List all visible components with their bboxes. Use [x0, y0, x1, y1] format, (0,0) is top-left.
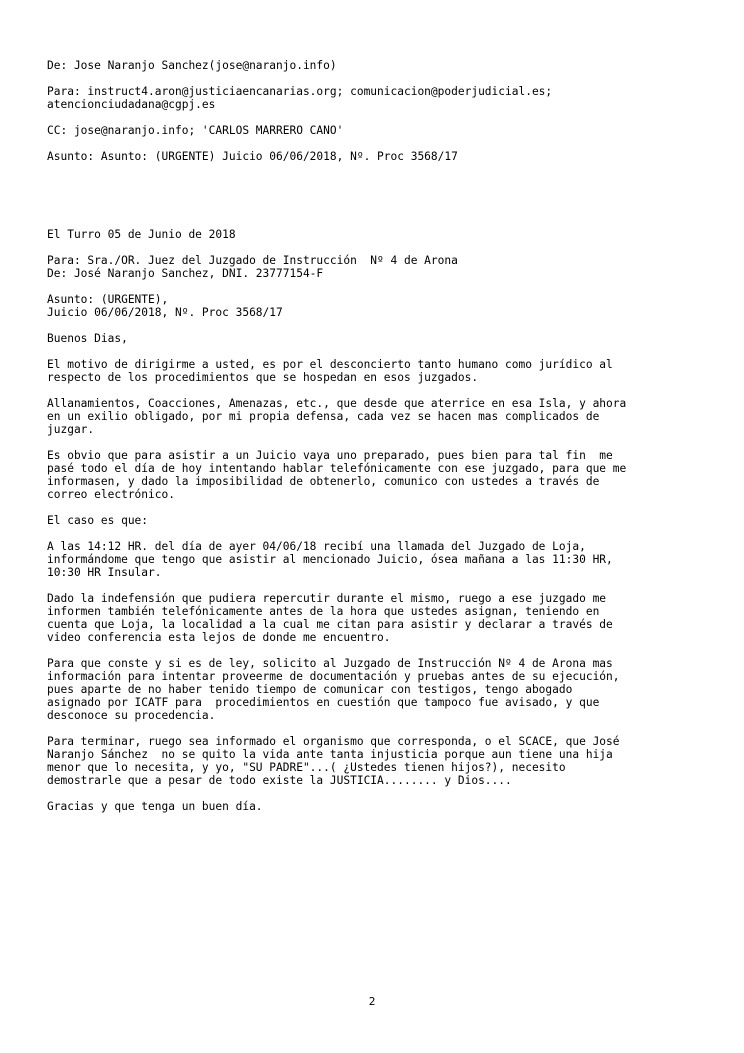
paragraph-line: video conferencia esta lejos de donde me encuentro. — [47, 631, 391, 644]
body-paragraph — [47, 397, 707, 436]
recipient-line: Para: Sra./OR. Juez del Juzgado de Instrucción Nº 4 de Arona — [47, 254, 458, 267]
letter-addressing — [47, 254, 707, 280]
letter-subject-line-1: Asunto: (URGENTE), — [47, 293, 169, 306]
paragraph-line: Allanamientos, Coacciones, Amenazas, etc., que desde que aterrice en esa Isla, y ahora — [47, 397, 627, 410]
paragraph-line: pues aparte de no haber tenido tiempo de comunicar con testigos, tengo abogado — [47, 683, 573, 696]
place-date-line: El Turro 05 de Junio de 2018 — [47, 228, 236, 241]
header-spacer — [47, 176, 707, 228]
body-paragraph — [47, 358, 707, 384]
paragraph-line: A las 14:12 HR. del día de ayer 04/06/18 recibí una llamada del Juzgado de Loja, — [47, 540, 586, 553]
to-line-2: atencionciudadana@cgpj.es — [47, 98, 216, 111]
email-header-from — [47, 59, 707, 72]
paragraph-line: respecto de los procedimientos que se hospedan en esos juzgados. — [47, 371, 479, 384]
paragraph-line: Para que conste y si es de ley, solicito al Juzgado de Instrucción Nº 4 de Arona mas — [47, 657, 613, 670]
letter-subject — [47, 293, 707, 319]
paragraph-line: Para terminar, ruego sea informado el organismo que corresponda, o el SCACE, que José — [47, 735, 620, 748]
email-header-to — [47, 85, 707, 111]
body-paragraph — [47, 449, 707, 501]
greeting-line: Buenos Dias, — [47, 332, 128, 345]
paragraph-line: Es obvio que para asistir a un Juicio vaya uno preparado, pues bien para tal fin me — [47, 449, 613, 462]
paragraph-line: correo electrónico. — [47, 488, 175, 501]
paragraph-line: juzgar. — [47, 423, 95, 436]
body-paragraph — [47, 735, 707, 787]
body-paragraph — [47, 592, 707, 644]
paragraph-line: demostrarle que a pesar de todo existe la JUSTICIA........ y Dios.... — [47, 774, 512, 787]
cc-line: CC: jose@naranjo.info; 'CARLOS MARRERO CANO' — [47, 124, 344, 137]
paragraph-line: El motivo de dirigirme a usted, es por el desconcierto tanto humano como jurídico al — [47, 358, 613, 371]
paragraph-line: informen también telefónicamente antes de la hora que ustedes asignan, teniendo en — [47, 605, 600, 618]
page-number: 2 — [368, 995, 376, 1008]
subject-line: Asunto: Asunto: (URGENTE) Juicio 06/06/2018, Nº. Proc 3568/17 — [47, 150, 458, 163]
email-header-cc — [47, 124, 707, 137]
letter-subject-line-2: Juicio 06/06/2018, Nº. Proc 3568/17 — [47, 306, 283, 319]
paragraph-line: Naranjo Sánchez no se quito la vida ante tanta injusticia porque aun tiene una hija — [47, 748, 613, 761]
paragraph-line: Dado la indefensión que pudiera repercutir durante el mismo, ruego a ese juzgado me — [47, 592, 607, 605]
to-line-1: Para: instruct4.aron@justiciaencanarias.org; comunicacion@poderjudicial.es; — [47, 85, 553, 98]
closing-line: Gracias y que tenga un buen día. — [47, 800, 263, 813]
body-paragraph — [47, 657, 707, 722]
paragraph-line: informasen, y dado la imposibilidad de obtenerlo, comunico con ustedes a través de — [47, 475, 600, 488]
paragraph-line: desconoce su procedencia. — [47, 709, 216, 722]
email-header-subject — [47, 150, 707, 163]
paragraph-line: menor que lo necesita, y yo, "SU PADRE"...( ¿Ustedes tienen hijos?), necesito — [47, 761, 566, 774]
letter-greeting — [47, 332, 707, 345]
paragraph-line: información para intentar proveerme de documentación y pruebas antes de su ejecución, — [47, 670, 620, 683]
paragraph-line: El caso es que: — [47, 514, 149, 527]
paragraph-line: cuenta que Loja, la localidad a la cual me citan para asistir y declarar a través de — [47, 618, 613, 631]
letter-closing — [47, 800, 707, 813]
paragraph-line: asignado por ICATF para procedimientos en cuestión que tampoco fue avisado, y que — [47, 696, 600, 709]
paragraph-line: informándome que tengo que asistir al mencionado Juicio, ósea mañana a las 11:30 HR, — [47, 553, 613, 566]
paragraph-line: en un exilio obligado, por mi propia defensa, cada vez se hacen mas complicados de — [47, 410, 600, 423]
letter-place-date — [47, 228, 707, 241]
body-paragraph — [47, 514, 707, 527]
sender-line: De: José Naranjo Sanchez, DNI. 23777154-F — [47, 267, 324, 280]
from-line: De: Jose Naranjo Sanchez(jose@naranjo.info) — [47, 59, 337, 72]
paragraph-line: 10:30 HR Insular. — [47, 566, 162, 579]
document-body — [47, 59, 707, 826]
body-paragraph — [47, 540, 707, 579]
letter-paragraphs — [47, 358, 707, 787]
paragraph-line: pasé todo el día de hoy intentando hablar telefónicamente con ese juzgado, para que me — [47, 462, 627, 475]
